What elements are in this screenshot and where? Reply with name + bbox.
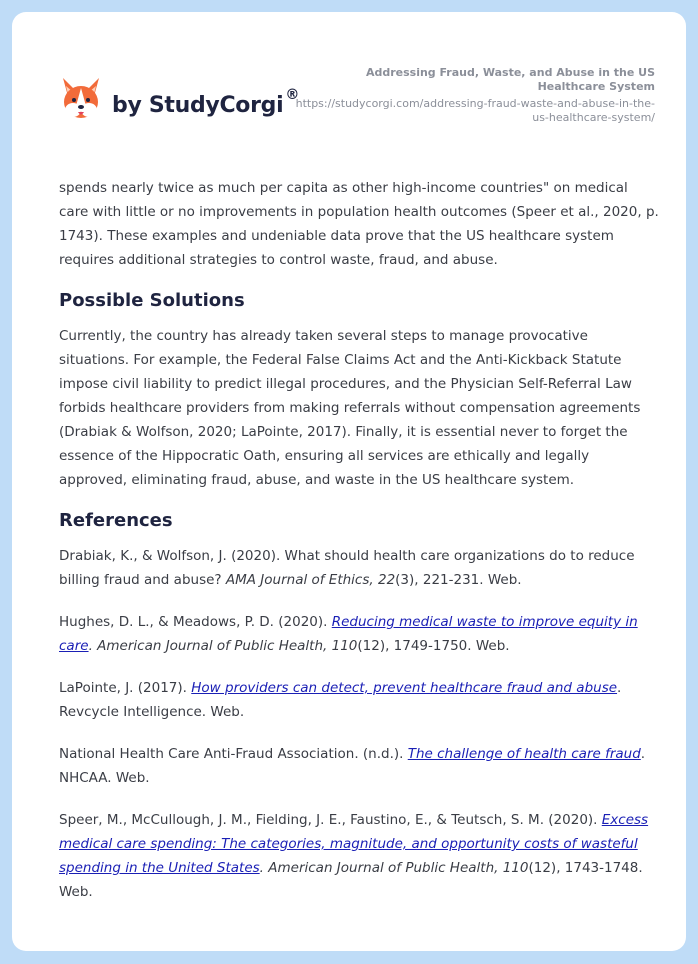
brand-name: by StudyCorgi ® xyxy=(112,86,300,118)
document-url[interactable]: https://studycorgi.com/addressing-fraud-waste-and-abuse-in-the-us-healthcare-system/ xyxy=(295,97,655,124)
journal-title: AMA Journal of Ethics, 22 xyxy=(225,572,396,588)
document-meta xyxy=(295,66,655,125)
heading-references: References xyxy=(59,510,173,531)
reference-item: Drabiak, K., & Wolfson, J. (2020). What should health care organizations do to reduce billing fraud and abuse? AMA Journal of Ethics, 22(3), 221-231. Web. xyxy=(59,548,635,588)
document-page xyxy=(12,12,686,951)
reference-item: National Health Care Anti-Fraud Association. (n.d.). The challenge of health care fraud. NHCAA. Web. xyxy=(59,746,646,786)
reference-item: Speer, M., McCullough, J. M., Fielding, J. E., Faustino, E., & Teutsch, S. M. (2020). Excess medical care spending: The categories, magnitude, and opportunity costs of wasteful spending in the United States. American Journal of Public Health, 110(12), 1743-1748. Web. xyxy=(59,812,649,900)
reference-item: Hughes, D. L., & Meadows, P. D. (2020). Reducing medical waste to improve equity in care. American Journal of Public Health, 110(12), 1749-1750. Web. xyxy=(59,614,638,654)
solutions-paragraph: Currently, the country has already taken several steps to manage provocative situations. For example, the Federal False Claims Act and the Anti-Kickback Statute impose civil liability to predict illegal procedures, and the Physician Self-Referral Law forbids healthcare providers from making referrals without compensation agreements (Drabiak & Wolfson, 2020; LaPointe, 2017). Finally, it is essential never to forget the essence of the Hippocratic Oath, ensuring all services are ethically and legally approved, eliminating fraud, abuse, and waste in the US healthcare system. xyxy=(59,328,641,488)
studycorgi-logo[interactable] xyxy=(60,76,299,124)
registered-mark: ® xyxy=(285,86,300,103)
heading-possible-solutions: Possible Solutions xyxy=(59,290,245,311)
document-title: Addressing Fraud, Waste, and Abuse in the US Healthcare System xyxy=(365,66,655,93)
reference-item: LaPointe, J. (2017). How providers can detect, prevent healthcare fraud and abuse. Revcycle Intelligence. Web. xyxy=(59,680,622,720)
reference-link[interactable]: Excess medical care spending: The categories, magnitude, and opportunity costs of wasteful spending in the United States xyxy=(59,812,649,876)
reference-link[interactable]: How providers can detect, prevent healthcare fraud and abuse xyxy=(191,680,618,696)
document-body xyxy=(59,176,659,922)
intro-paragraph: spends nearly twice as much per capita as other high-income countries" on medical care with little or no improvements in population health outcomes (Speer et al., 2020, p. 1743). These examples and undeniable data prove that the US healthcare system requires additional strategies to control waste, fraud, and abuse. xyxy=(59,180,659,268)
journal-title: American Journal of Public Health, 110 xyxy=(97,638,358,654)
journal-title: American Journal of Public Health, 110 xyxy=(268,860,529,876)
corgi-icon xyxy=(60,76,102,124)
reference-link[interactable]: The challenge of health care fraud xyxy=(407,746,641,762)
reference-link[interactable]: Reducing medical waste to improve equity in care xyxy=(59,614,638,654)
